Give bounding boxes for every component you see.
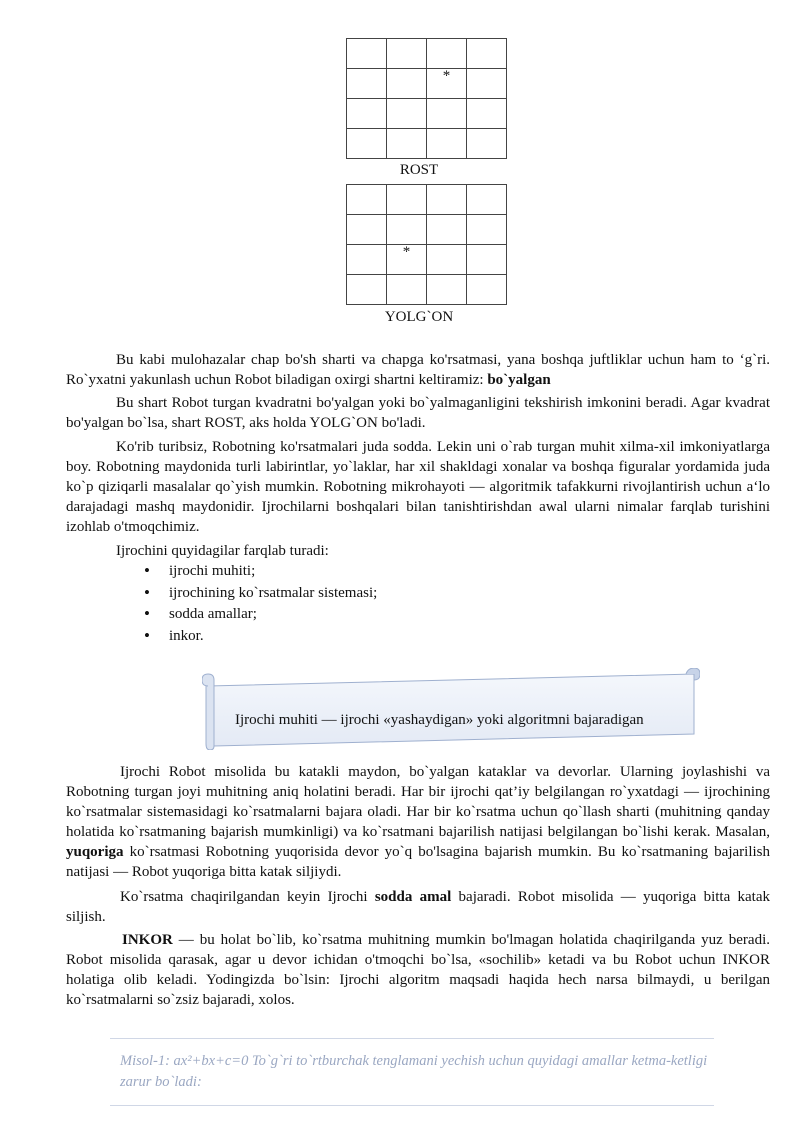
grid-cell: [387, 275, 427, 305]
painted-cell-marker: *: [387, 245, 427, 275]
grid-row: [347, 185, 507, 215]
robot-grid-yolgon: [346, 184, 507, 305]
grid-row: [347, 39, 507, 69]
example-box: [110, 1038, 714, 1106]
grid-cell: [347, 39, 387, 69]
bullet-list: [144, 561, 377, 647]
grid-cell: [467, 275, 507, 305]
painted-cell-marker: *: [427, 69, 467, 99]
paragraph-2: Bu shart Robot turgan kvadratni bo'yalgan yoki bo`yalmaganligini tekshirish imkonini beradi. Agar kvadrat bo'yalgan bo`lsa, shart ROST, aks holda YOLG`ON bo'ladi.: [66, 395, 770, 431]
bullet-item: • ijrochi muhiti;: [144, 561, 377, 583]
grid-cell: [387, 185, 427, 215]
paragraph-5: Ijrochi Robot misolida bu katakli maydon, bo`yalgan kataklar va devorlar. Ularning joylashishi va Robotning turgan joyi muhitning aniq holatini beradi. Har bir ijrochi qat’iy belgilangan ro`yxatdagi — ijrochining ko`rsatmalar sistemasidagi ko`rsatmalarni bajara oladi. Har bir ko`rsatma uchun qo`llash sharti (muhitning qanday holatida ko`rsatmaning bajarish mumkinligi) va ko`rsatmani bajarilish natijasi belgilangan bo`lishi kerak. Masalan, yuqoriga ko`rsatmasi Robotning yuqorisida devor yo`q bo'lsagina bajarish mumkin. Bu ko`rsatmaning bajarilish natijasi — Robot yuqoriga bitta katak siljiydi.: [66, 764, 770, 880]
paragraph-3: Ko'rib turibsiz, Robotning ko'rsatmalari juda sodda. Lekin uni o`rab turgan muhit xilma-xil imkoniyatlarga boy. Robotning maydonida turli labirintlar, yo`laklar, har xil shakldagi xonalar va boshqa figuralar yordamida juda ko`p qiziqarli masalalar qo`yish mumkin. Robotning mikrohayoti — algoritmik tafakkurni rivojlantirish uchun a‘lo darajadagi mashq maydonidir. Ijrochilarni boshqalari bilan tanishtirishdan awal ularni nimalar farqlab turishini izohlab o'tmoqchimiz.: [66, 439, 770, 535]
grid-cell: [467, 99, 507, 129]
grid-cell: [427, 215, 467, 245]
grid-cell: [427, 39, 467, 69]
grid-cell: [387, 99, 427, 129]
grid-cell: [467, 185, 507, 215]
grid-caption-rost: ROST: [399, 162, 439, 178]
grid-cell: [347, 245, 387, 275]
paragraph-1: Bu kabi mulohazalar chap bo'sh sharti va chapga ko'rsatmasi, yana boshqa juftliklar uchun ham to ‘g`ri. Ro`yxatni yakunlash uchun Robot biladigan oxirgi shartni keltiramiz: bo`yalgan: [66, 352, 770, 388]
grid-cell: [427, 275, 467, 305]
paragraph-6: Ko`rsatma chaqirilgandan keyin Ijrochi sodda amal bajaradi. Robot misolida — yuqoriga bitta katak siljish.: [66, 889, 771, 925]
grid-caption-yolgon: YOLG`ON: [384, 309, 454, 325]
paragraph-7: INKOR — bu holat bo`lib, ko`rsatma muhitning mumkin bo'lmagan holatida chaqirilganda yuz beradi. Robot misolida qarasak, agar u devor ichidan o'tmoqchi bo`lsa, «sochilib» ketadi va bu Robot uchun INKOR holatiga olib keladi. Yodingizda bo`lsin: Ijrochi algoritm maqsadi haqida hech narsa bilmaydi, u berilgan ko`rsatmalarni so`zsiz bajaradi, xolos.: [66, 932, 770, 1008]
paragraph-4: Ijrochini quyidagilar farqlab turadi:: [116, 543, 329, 559]
grid-cell: [427, 185, 467, 215]
grid-cell: [387, 215, 427, 245]
grid-cell: [467, 129, 507, 159]
example-text: Misol-1: ax²+bx+c=0 To`g`ri to`rtburchak tenglamani yechish uchun quyidagi amallar ketma-ketligi zarur bo`ladi:: [120, 1053, 708, 1090]
grid-cell: [387, 129, 427, 159]
bullet-item: • inkor.: [144, 626, 377, 648]
grid-cell: [347, 69, 387, 99]
grid-row: [347, 99, 507, 129]
grid-cell: [347, 129, 387, 159]
bullet-item: • ijrochining ko`rsatmalar sistemasi;: [144, 583, 377, 605]
bullet-item: • sodda amallar;: [144, 604, 377, 626]
grid-cell: [427, 245, 467, 275]
grid-cell: [427, 129, 467, 159]
grid-row: [347, 215, 507, 245]
grid-cell: [387, 69, 427, 99]
grid-row: [347, 275, 507, 305]
grid-cell: [387, 39, 427, 69]
grid-cell: [467, 39, 507, 69]
grid-row: [347, 129, 507, 159]
scroll-banner: [202, 668, 700, 750]
grid-cell: [347, 275, 387, 305]
grid-cell: [427, 99, 467, 129]
grid-cell: [467, 245, 507, 275]
robot-grid-rost: [346, 38, 507, 159]
scroll-banner-text: Ijrochi muhiti — ijrochi «yashaydigan» yoki algoritmni bajaradigan: [235, 712, 644, 728]
grid-cell: [347, 215, 387, 245]
grid-cell: [467, 215, 507, 245]
grid-cell: [347, 99, 387, 129]
grid-cell: [467, 69, 507, 99]
grid-cell: [347, 185, 387, 215]
grid-row: [347, 69, 507, 99]
scroll-shape: [202, 668, 700, 750]
grid-row: [347, 245, 507, 275]
